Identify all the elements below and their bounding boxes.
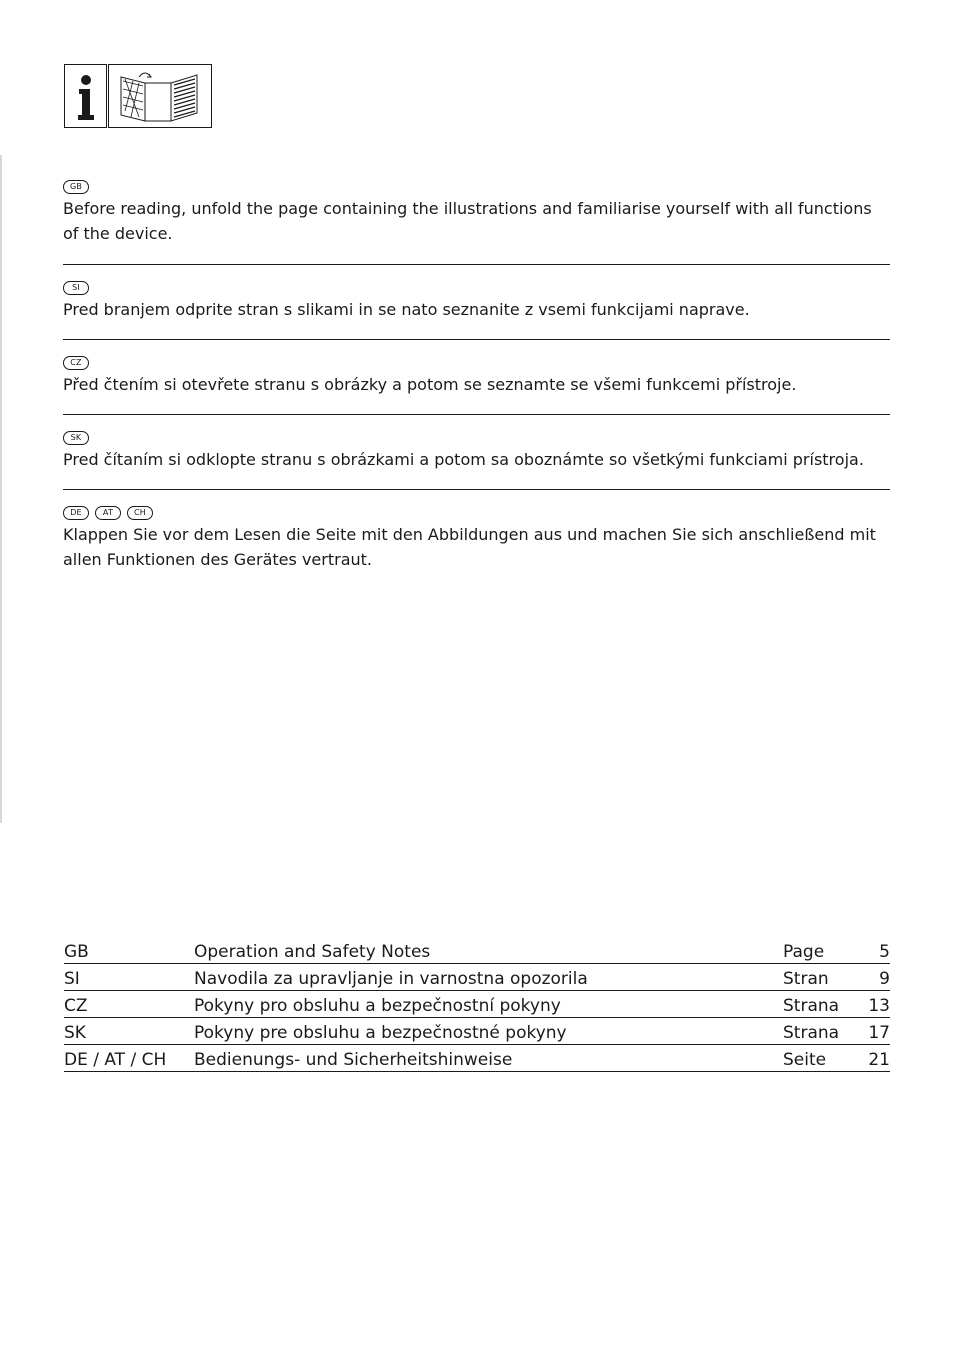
toc-page-number: 13: [853, 991, 890, 1018]
section-sk: [63, 415, 890, 489]
toc-page-number: 17: [853, 1018, 890, 1045]
unfold-page-icon: [108, 64, 212, 128]
language-badge: AT: [95, 506, 121, 520]
toc-title: Pokyny pre obsluhu a bezpečnostné pokyny: [194, 1018, 783, 1045]
toc-page-word: Stran: [783, 964, 853, 991]
toc-page-word: Strana: [783, 991, 853, 1018]
toc-page-number: 5: [853, 937, 890, 964]
table-row[interactable]: [64, 964, 890, 991]
table-row[interactable]: [64, 937, 890, 964]
toc-title: Bedienungs- und Sicherheitshinweise: [194, 1045, 783, 1072]
table-row[interactable]: [64, 1018, 890, 1045]
table-row[interactable]: [64, 1045, 890, 1072]
section-de-at-ch: [63, 490, 890, 572]
toc-language-code: CZ: [64, 991, 194, 1018]
section-text: Před čtením si otevřete stranu s obrázky a potom se seznamte se všemi funkcemi přístroje.: [63, 375, 797, 394]
toc-language-code: SI: [64, 964, 194, 991]
instruction-sections: [63, 178, 890, 572]
section-text: Klappen Sie vor dem Lesen die Seite mit den Abbildungen aus und machen Sie sich anschließend mit allen Funktionen des Gerätes vertraut.: [63, 525, 876, 569]
toc-page-word: Page: [783, 937, 853, 964]
language-badge: CH: [127, 506, 153, 520]
toc-page-word: Seite: [783, 1045, 853, 1072]
section-text: Pred čítaním si odklopte stranu s obrázkami a potom sa oboznámte so všetkými funkciami prístroja.: [63, 450, 864, 469]
section-gb: [63, 178, 890, 264]
toc-title: Navodila za upravljanje in varnostna opozorila: [194, 964, 783, 991]
section-si: [63, 265, 890, 339]
language-badge: CZ: [63, 356, 89, 370]
section-cz: [63, 340, 890, 414]
table-row[interactable]: [64, 991, 890, 1018]
language-badge: DE: [63, 506, 89, 520]
info-icon: [64, 64, 107, 128]
table-of-contents: [64, 937, 890, 1072]
toc-language-code: DE / AT / CH: [64, 1045, 194, 1072]
toc-language-code: GB: [64, 937, 194, 964]
toc-page-word: Strana: [783, 1018, 853, 1045]
toc-page-number: 9: [853, 964, 890, 991]
toc-language-code: SK: [64, 1018, 194, 1045]
toc-title: Operation and Safety Notes: [194, 937, 783, 964]
section-text: Pred branjem odprite stran s slikami in se nato seznanite z vsemi funkcijami naprave.: [63, 300, 750, 319]
language-badge: GB: [63, 180, 89, 194]
toc-title: Pokyny pro obsluhu a bezpečnostní pokyny: [194, 991, 783, 1018]
section-text: Before reading, unfold the page containing the illustrations and familiarise yourself with all functions of the device.: [63, 199, 872, 243]
language-badge: SK: [63, 431, 89, 445]
language-badge: SI: [63, 281, 89, 295]
toc-page-number: 21: [853, 1045, 890, 1072]
page-margin-bar: [0, 155, 2, 823]
